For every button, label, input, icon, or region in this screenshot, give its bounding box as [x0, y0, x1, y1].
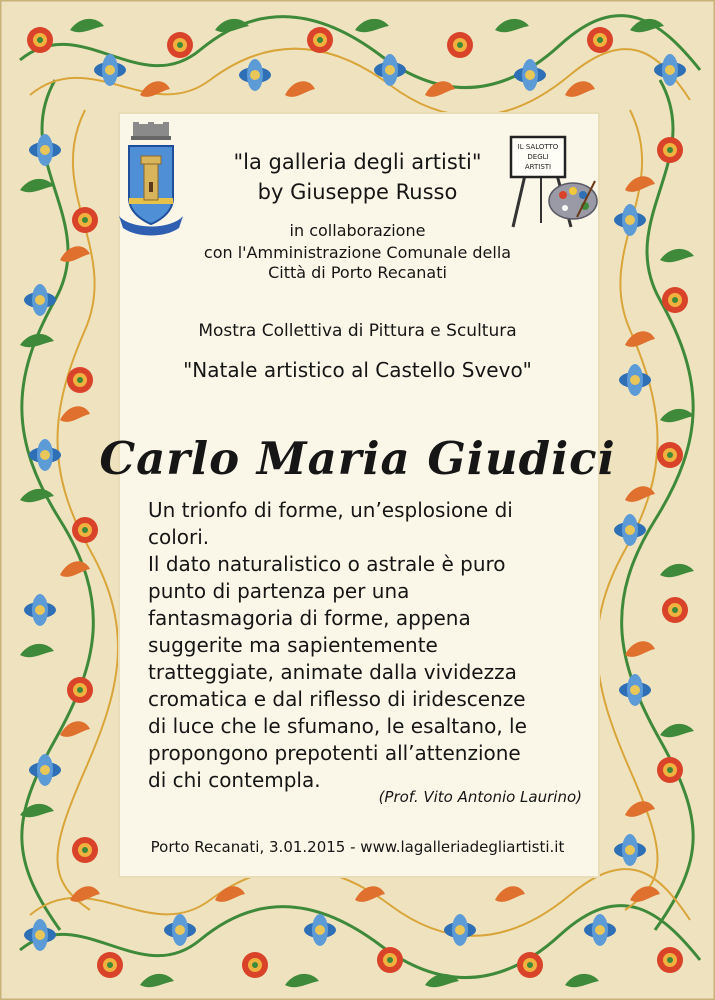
critique-line: tratteggiate, animate dalla vividezza — [148, 660, 517, 684]
logo-line-2: DEGLI — [527, 153, 549, 161]
logo-line-1: IL SALOTTO — [517, 143, 559, 151]
collaboration-line-2: con l'Amministrazione Comunale della — [203, 243, 512, 262]
event-title: "Natale artistico al Castello Svevo" — [183, 358, 532, 382]
logo-line-3: ARTISTI — [524, 163, 552, 171]
collaboration-line-1: in collaborazione — [289, 221, 426, 240]
exhibition-subtitle: Mostra Collettiva di Pittura e Scultura — [198, 321, 517, 341]
critique-line: cromatica e dal riflesso di iridescenze — [148, 687, 526, 711]
critique-line: fantasmagoria di forme, appena — [148, 606, 471, 630]
artist-name: Carlo Maria Giudici — [99, 432, 616, 485]
critique-line: di chi contempla. — [148, 768, 321, 792]
critique-line: colori. — [148, 525, 210, 549]
critique-line: Un trionfo di forme, un’esplosione di — [148, 498, 513, 522]
footer-place-date-website: Porto Recanati, 3.01.2015 - www.lagalleriadegliartisti.it — [150, 838, 565, 856]
critic-signature: (Prof. Vito Antonio Laurino) — [378, 788, 582, 806]
critique-line: di luce che le sfumano, le esaltano, le — [148, 714, 527, 738]
critique-line: punto di partenza per una — [148, 579, 410, 603]
collaboration-line-3: Città di Porto Recanati — [268, 263, 447, 282]
critique-line: propongono prepotenti all’attenzione — [148, 741, 521, 765]
gallery-title: "la galleria degli artisti" — [233, 150, 482, 174]
critique-line: Il dato naturalistico o astrale è puro — [148, 552, 506, 576]
critique-line: suggerite ma sapientemente — [148, 633, 438, 657]
gallery-author: by Giuseppe Russo — [257, 180, 458, 204]
critique-text — [148, 497, 588, 794]
